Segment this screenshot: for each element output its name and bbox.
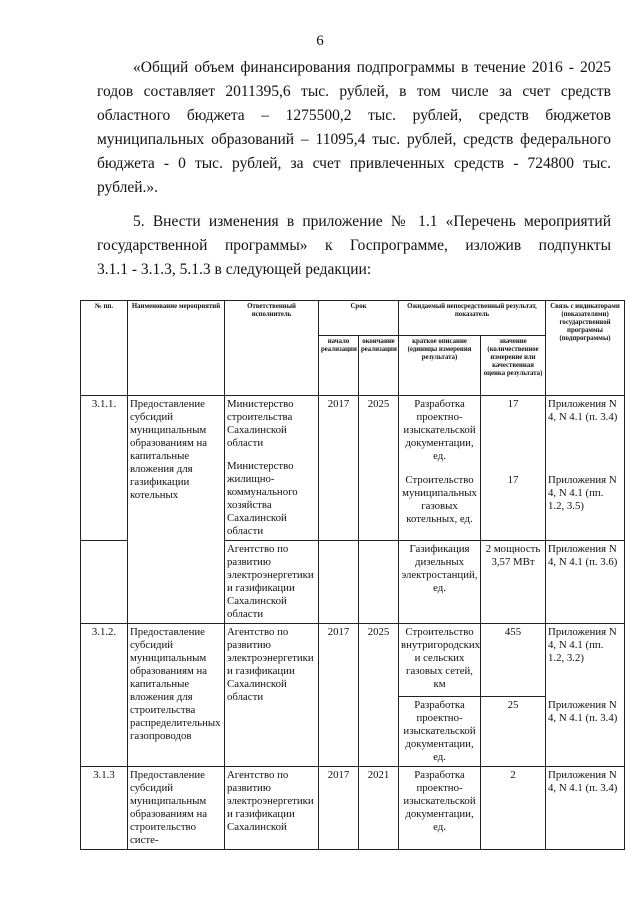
header-num: № пп. <box>81 301 128 396</box>
text-line: муниципальных образований – 11095,4 тыс. рублей, средств федерального <box>97 131 611 148</box>
row-executor: Агентство по развитию электроэнергетики и газификации Сахалинской области <box>225 624 319 767</box>
result-desc: Строительство внутригородских и сельских газовых сетей, км <box>399 624 481 697</box>
row-end-empty <box>359 541 399 624</box>
table-row <box>81 624 625 697</box>
text-line: 3.1.1 - 3.1.3, 5.1.3 в следующей редакции: <box>97 261 372 278</box>
result-link: Приложения N 4, N 4.1 (п. 3.6) <box>546 541 625 624</box>
row-num: 3.1.1. <box>81 396 128 541</box>
table-row <box>81 396 625 472</box>
subheader-value: значение (количественное измерение или качественная оценка результата) <box>481 336 546 396</box>
result-desc: Разработка проектно-изыскательской документации, ед. <box>399 767 481 850</box>
row-executor <box>225 396 319 541</box>
row-name: Предоставление субсидий муниципальным образованиям на капитальные вложения для газификации котельных <box>128 396 225 624</box>
text-line: годов составляет 2011395,6 тыс. рублей, в том числе за счет средств <box>97 83 611 100</box>
text-line: бюджета - 0 тыс. рублей, за счет привлеченных средств - 724800 тыс. <box>97 155 611 172</box>
table-header-row <box>81 301 625 336</box>
text-line: рублей.». <box>97 179 159 196</box>
text-line: 5. Внести изменения в приложение № 1.1 «Перечень мероприятий <box>133 213 611 230</box>
row-executor: Агентство по развитию электроэнергетики и газификации Сахалинской <box>225 767 319 850</box>
header-executor: Ответственный исполнитель <box>225 301 319 396</box>
result-value: 455 <box>481 624 546 697</box>
row-name: Предоставление субсидий муниципальным образованиям на капитальные вложения для строительства распределительных газопроводов <box>128 624 225 767</box>
result-value: 2 мощность 3,57 МВт <box>481 541 546 624</box>
result-link: Приложения N 4, N 4.1 (п. 3.4) <box>546 396 625 472</box>
header-name: Наименование мероприятий <box>128 301 225 396</box>
row-num-empty <box>81 541 128 624</box>
row-start: 2017 <box>319 767 359 850</box>
subheader-end: окончание реализации <box>359 336 399 396</box>
row-start-empty <box>319 541 359 624</box>
result-desc: Строительство муниципальных газовых котельных, ед. <box>399 472 481 541</box>
result-value: 17 <box>481 396 546 472</box>
table-row <box>81 767 625 850</box>
result-link: Приложения N 4, N 4.1 (пп. 1.2, 3.2) <box>546 624 625 697</box>
result-desc: Газификация дизельных электростанций, ед. <box>399 541 481 624</box>
row-executor: Агентство по развитию электроэнергетики и газификации Сахалинской области <box>225 541 319 624</box>
row-end: 2025 <box>359 624 399 767</box>
amendment-paragraph <box>97 210 611 282</box>
row-end: 2025 <box>359 396 399 541</box>
page-number: 6 <box>316 33 324 49</box>
financing-paragraph <box>97 56 611 200</box>
text-line: государственной программы» к Госпрограмме, изложив подпункты <box>97 237 611 254</box>
row-start: 2017 <box>319 396 359 541</box>
header-link: Связь с индикаторами (показателями) государственной программы (подпрограммы) <box>546 301 625 396</box>
text-line: областного бюджета – 1275500,2 тыс. рублей, средств бюджетов <box>97 107 611 124</box>
executor-text: Министерство строительства Сахалинской области <box>227 398 294 449</box>
subheader-start: начало реализации <box>319 336 359 396</box>
result-value: 2 <box>481 767 546 850</box>
header-result: Ожидаемый непосредственный результат, показатель <box>399 301 546 336</box>
result-link: Приложения N 4, N 4.1 (пп. 1.2, 3.5) <box>546 472 625 541</box>
result-link: Приложения N 4, N 4.1 (п. 3.4) <box>546 697 625 767</box>
result-desc: Разработка проектно-изыскательской документации, ед. <box>399 697 481 767</box>
subheader-desc: краткое описание (единицы измерения результата) <box>399 336 481 396</box>
row-num: 3.1.2. <box>81 624 128 767</box>
result-value: 25 <box>481 697 546 767</box>
row-end: 2021 <box>359 767 399 850</box>
measures-table <box>80 300 625 850</box>
result-link: Приложения N 4, N 4.1 (п. 3.4) <box>546 767 625 850</box>
header-term: Срок <box>319 301 399 336</box>
row-name: Предоставление субсидий муниципальным образованиям на строительство систе- <box>128 767 225 850</box>
row-num: 3.1.3 <box>81 767 128 850</box>
row-start: 2017 <box>319 624 359 767</box>
result-desc: Разработка проектно-изыскательской документации, ед. <box>399 396 481 472</box>
executor-text: Министерство жилищно-коммунального хозяйства Сахалинской области <box>227 460 298 537</box>
result-value: 17 <box>481 472 546 541</box>
text-line: «Общий объем финансирования подпрограммы в течение 2016 - 2025 <box>133 59 611 76</box>
